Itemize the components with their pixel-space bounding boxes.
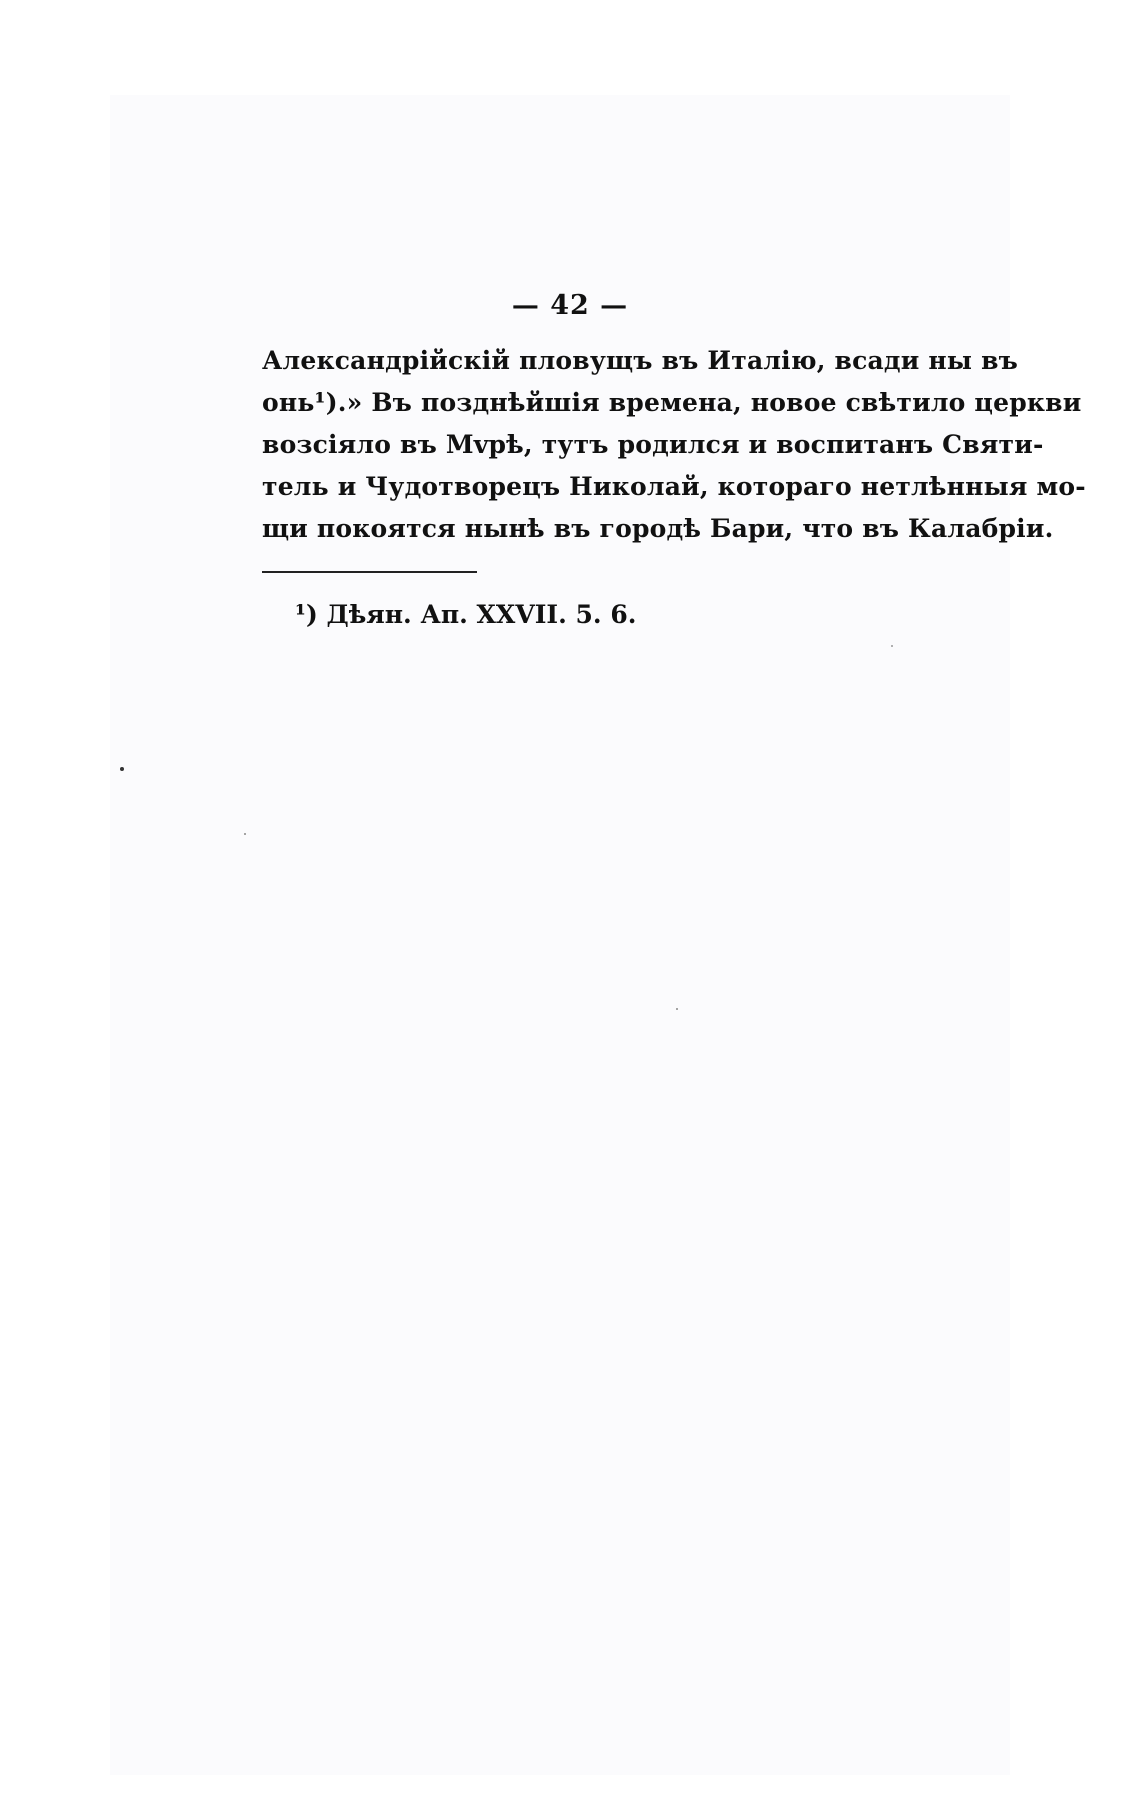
scan-speck (891, 645, 893, 647)
text-line-1: Александрійскій пловущъ въ Италію, всади ны въ (262, 346, 1019, 375)
footnote: ¹) Дѣян. Ап. XXVII. 5. 6. (295, 600, 637, 629)
scan-speck (244, 833, 246, 835)
text-line-3: возсіяло въ Мvрѣ, тутъ родился и воспитанъ Святи- (262, 430, 1044, 459)
body-text (262, 340, 1086, 550)
scan-speck (120, 767, 124, 771)
footnote-divider (262, 571, 477, 573)
text-line-4: тель и Чудотворецъ Николай, котораго нетлѣнныя мо- (262, 472, 1086, 501)
text-line-2: онь¹).» Въ позднѣйшія времена, новое свѣтило церкви (262, 388, 1082, 417)
page-number: — 42 — (511, 290, 629, 321)
text-line-5: щи покоятся нынѣ въ городѣ Бари, что въ Калабріи. (262, 514, 1054, 543)
scan-speck (676, 1008, 678, 1010)
